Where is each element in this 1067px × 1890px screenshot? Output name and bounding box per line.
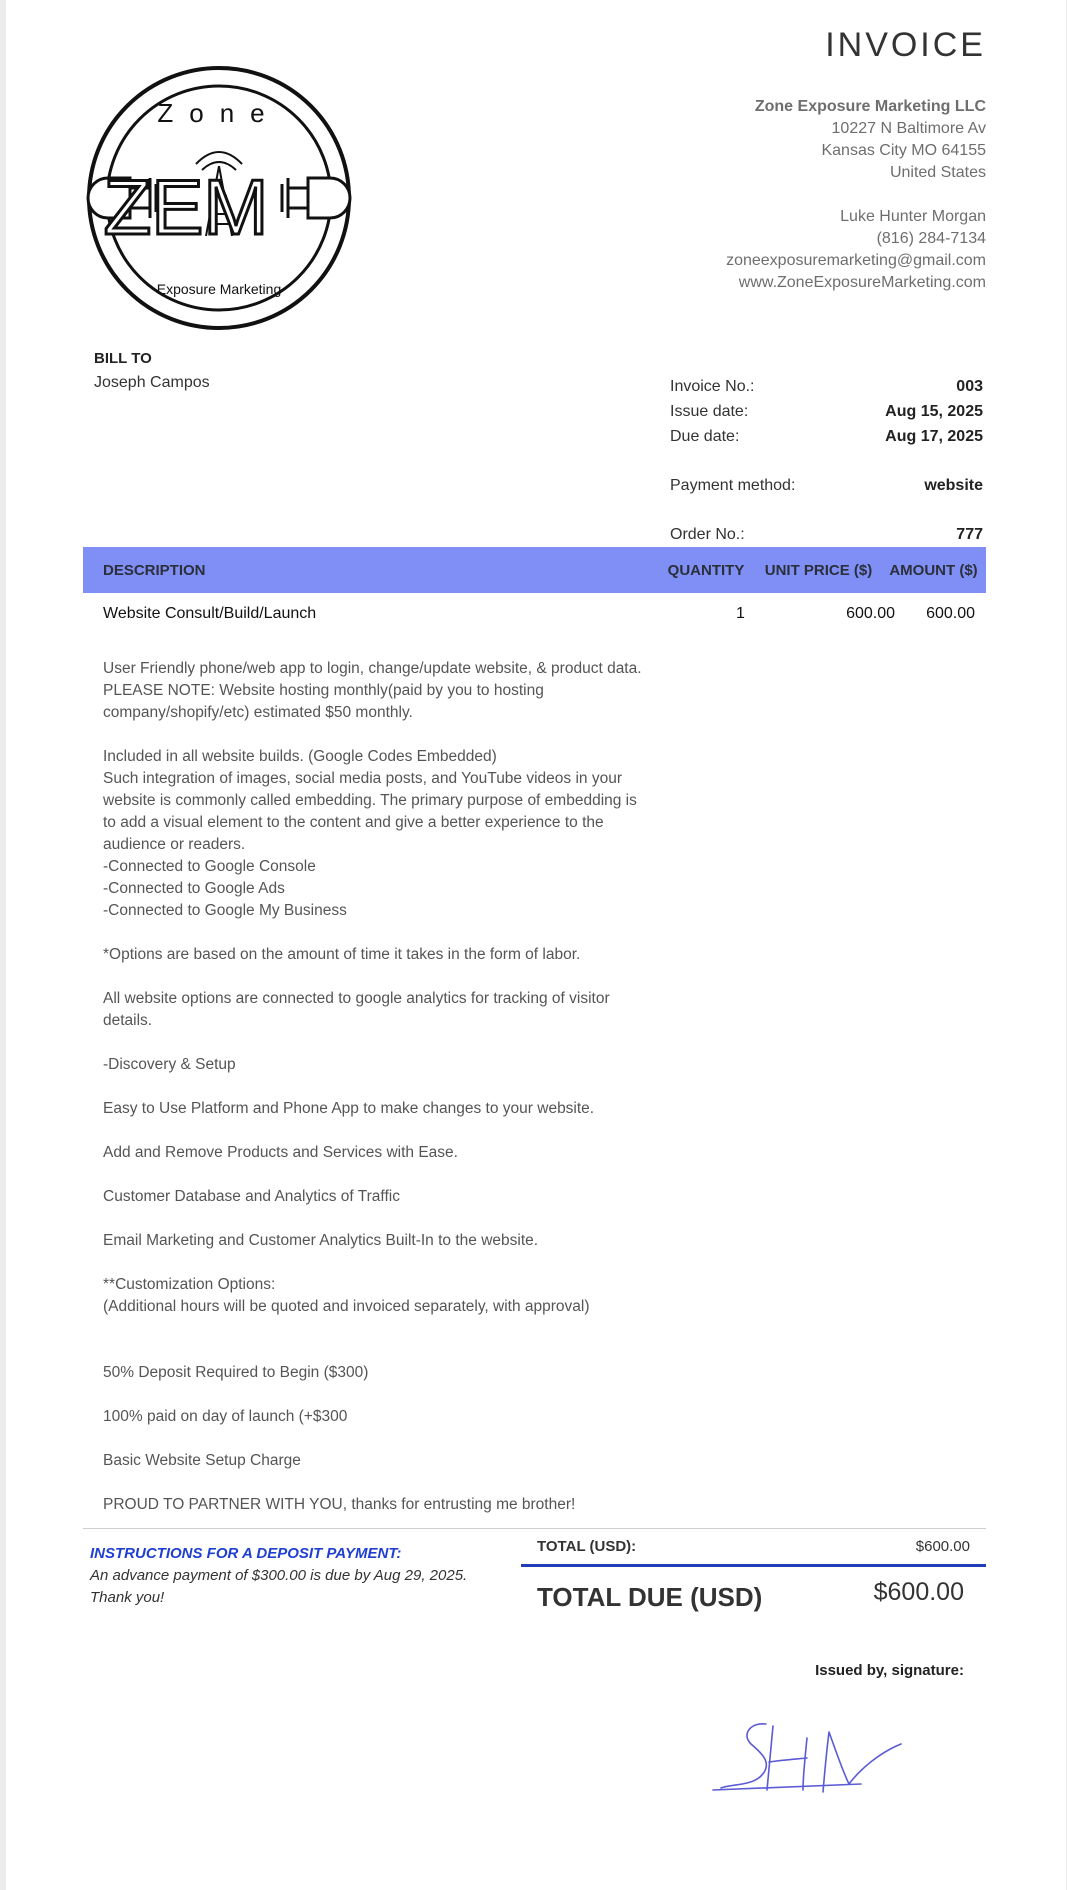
logo-top-text: Zone — [157, 98, 281, 128]
due-date-label: Due date: — [670, 428, 740, 445]
desc-line: PLEASE NOTE: Website hosting monthly(paid by you to hosting — [103, 682, 544, 699]
desc-line: website is commonly called embedding. The primary purpose of embedding is — [103, 792, 637, 809]
invoice-no-label: Invoice No.: — [670, 378, 755, 395]
bill-to-name: Joseph Campos — [94, 374, 210, 391]
issue-date-label: Issue date: — [670, 403, 749, 420]
company-email: zoneexposuremarketing@gmail.com — [726, 252, 986, 269]
desc-line: 100% paid on day of launch (+$300 — [103, 1408, 348, 1425]
desc-line: to add a visual element to the content and give a better experience to the — [103, 814, 604, 831]
header-description: DESCRIPTION — [103, 561, 206, 579]
items-table-header — [83, 547, 986, 593]
desc-line: 50% Deposit Required to Begin ($300) — [103, 1364, 369, 1381]
deposit-instructions — [90, 1543, 510, 1609]
item-amount: 600.00 — [926, 605, 975, 622]
total-due-value: $600.00 — [873, 1578, 964, 1606]
desc-line: audience or readers. — [103, 836, 246, 853]
order-no-label: Order No.: — [670, 526, 745, 543]
header-quantity: QUANTITY — [667, 561, 745, 579]
header-unit-price: UNIT PRICE ($) — [764, 561, 873, 579]
desc-line: -Connected to Google My Business — [103, 902, 347, 919]
invoice-page — [6, 0, 1066, 1890]
total-divider — [521, 1564, 986, 1567]
desc-line: *Options are based on the amount of time it takes in the form of labor. — [103, 946, 581, 963]
desc-line: (Additional hours will be quoted and invoiced separately, with approval) — [103, 1298, 590, 1315]
company-address-line1: 10227 N Baltimore Av — [831, 120, 986, 137]
due-date-value: Aug 17, 2025 — [885, 428, 983, 445]
bill-to-label: BILL TO — [94, 350, 152, 367]
invoice-meta — [670, 374, 983, 547]
desc-line: PROUD TO PARTNER WITH YOU, thanks for entrusting me brother! — [103, 1496, 576, 1513]
company-block — [726, 96, 986, 294]
divider — [83, 1528, 986, 1529]
item-name: Website Consult/Build/Launch — [103, 605, 317, 622]
company-country: United States — [889, 164, 986, 181]
desc-line: -Connected to Google Console — [103, 858, 316, 875]
desc-line: -Connected to Google Ads — [103, 880, 285, 897]
item-quantity: 1 — [736, 605, 745, 622]
company-phone: (816) 284-7134 — [876, 230, 986, 247]
order-no-row — [670, 522, 983, 547]
company-logo — [84, 66, 354, 330]
desc-line: details. — [103, 1012, 153, 1029]
issue-date-row — [670, 399, 983, 424]
company-name: Zone Exposure Marketing LLC — [754, 98, 986, 115]
desc-line: User Friendly phone/web app to login, change/update website, & product data. — [103, 660, 642, 677]
payment-method-value: website — [924, 477, 983, 494]
order-no-value: 777 — [956, 526, 983, 543]
invoice-title: INVOICE — [825, 26, 986, 64]
invoice-no-row — [670, 374, 983, 399]
logo-monogram-z: ZEM — [103, 163, 269, 251]
item-unit-price: 600.00 — [846, 605, 895, 622]
company-contact-name: Luke Hunter Morgan — [840, 208, 986, 225]
payment-method-label: Payment method: — [670, 477, 796, 494]
desc-line: All website options are connected to google analytics for tracking of visitor — [103, 990, 610, 1007]
payment-method-row — [670, 473, 983, 498]
total-label: TOTAL (USD): — [537, 1538, 637, 1555]
desc-line: Easy to Use Platform and Phone App to make changes to your website. — [103, 1100, 595, 1117]
desc-line: company/shopify/etc) estimated $50 monthly. — [103, 704, 413, 721]
invoice-no-value: 003 — [956, 378, 983, 395]
desc-line: Customer Database and Analytics of Traffic — [103, 1188, 400, 1205]
issue-date-value: Aug 15, 2025 — [885, 403, 983, 420]
header-amount: AMOUNT ($) — [889, 561, 978, 579]
desc-line: Such integration of images, social media posts, and YouTube videos in your — [103, 770, 622, 787]
desc-line: Included in all website builds. (Google Codes Embedded) — [103, 748, 497, 765]
total-due-label: TOTAL DUE (USD) — [537, 1582, 763, 1612]
signature-label: Issued by, signature: — [815, 1662, 964, 1679]
due-date-row — [670, 424, 983, 449]
signature — [711, 1718, 911, 1798]
logo-bottom-text: Exposure Marketing — [156, 281, 282, 297]
instructions-line2: Thank you! — [90, 1589, 165, 1606]
instructions-line1: An advance payment of $300.00 is due by Aug 29, 2025. — [90, 1567, 468, 1584]
bill-to-block — [94, 350, 210, 392]
desc-line: Basic Website Setup Charge — [103, 1452, 301, 1469]
desc-line: Add and Remove Products and Services with Ease. — [103, 1144, 458, 1161]
instructions-heading: INSTRUCTIONS FOR A DEPOSIT PAYMENT: — [90, 1545, 402, 1562]
desc-line: Email Marketing and Customer Analytics Built-In to the website. — [103, 1232, 539, 1249]
company-website: www.ZoneExposureMarketing.com — [738, 274, 986, 291]
desc-line: **Customization Options: — [103, 1276, 276, 1293]
desc-line: -Discovery & Setup — [103, 1056, 236, 1073]
total-value: $600.00 — [915, 1538, 970, 1555]
company-address-line2: Kansas City MO 64155 — [821, 142, 986, 159]
item-description — [103, 658, 663, 1516]
